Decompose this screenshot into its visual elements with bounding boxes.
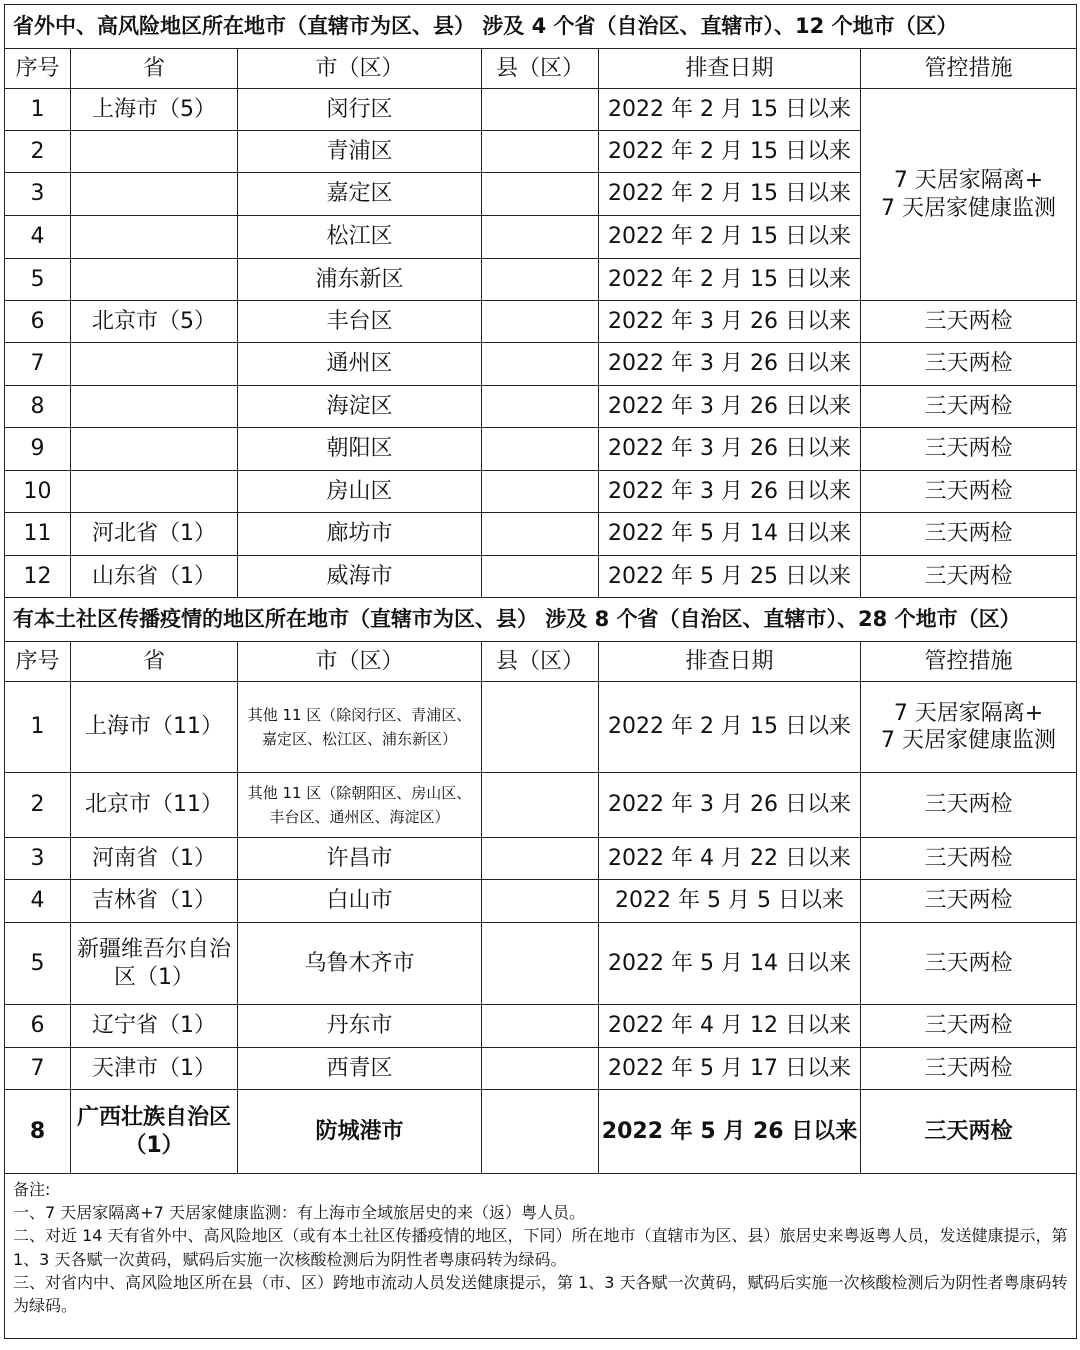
table-body <box>5 5 1077 1339</box>
serial-cell: 3 <box>5 173 71 216</box>
measure-line: 7 天居家健康监测 <box>881 728 1057 753</box>
measure-cell <box>861 838 1077 880</box>
county-cell <box>482 1048 599 1090</box>
section2-title: 有本土社区传播疫情的地区所在地市（直辖市为区、县） 涉及 8 个省（自治区、直辖市）、28 个地市（区） <box>5 598 1077 642</box>
measure-line: 三天两检 <box>924 1118 1013 1144</box>
serial-cell: 2 <box>5 773 71 838</box>
serial-cell: 2 <box>5 131 71 173</box>
measure-line: 7 天居家隔离+ <box>893 700 1044 726</box>
county-cell <box>482 428 599 471</box>
serial-cell: 1 <box>5 89 71 131</box>
header-city: 市（区） <box>238 642 482 682</box>
city-cell: 其他 11 区（除朝阳区、房山区、丰台区、通州区、海淀区） <box>238 773 482 838</box>
measure-cell <box>861 1048 1077 1090</box>
date-cell: 2022 年 3 月 26 日以来 <box>599 386 861 428</box>
date-cell: 2022 年 2 月 15 日以来 <box>599 131 861 173</box>
date-cell: 2022 年 5 月 25 日以来 <box>599 556 861 598</box>
county-cell <box>482 838 599 880</box>
serial-cell: 8 <box>5 1090 71 1174</box>
measure-line: 三天两检 <box>924 845 1013 871</box>
measure-cell: 三天两检 <box>861 301 1077 343</box>
measure-line: 7 天居家隔离+ <box>893 168 1044 193</box>
city-cell: 丰台区 <box>238 301 482 343</box>
risk-area-table <box>4 4 1077 1339</box>
measure-cell: 三天两检 <box>861 471 1077 513</box>
county-cell <box>482 216 599 259</box>
county-cell <box>482 1005 599 1048</box>
measure-cell: 三天两检 <box>861 343 1077 386</box>
city-cell: 浦东新区 <box>238 259 482 301</box>
table-row <box>5 1090 1077 1174</box>
date-cell: 2022 年 3 月 26 日以来 <box>599 471 861 513</box>
measure-cell <box>861 773 1077 838</box>
date-cell: 2022 年 3 月 26 日以来 <box>599 301 861 343</box>
city-cell: 许昌市 <box>238 838 482 880</box>
table-row <box>5 838 1077 880</box>
province-cell: 新疆维吾尔自治区（1） <box>71 923 238 1005</box>
date-cell: 2022 年 2 月 15 日以来 <box>599 173 861 216</box>
note-line: 二、对近 14 天有省外中、高风险地区（或有本土社区传播疫情的地区，下同）所在地市（直辖市为区、县）旅居史来粤返粤人员，发送健康提示，第 1、3 天各赋一次黄码，赋码后实施一次核酸检测后为阴性者粤康码转为绿码。 <box>13 1226 1068 1269</box>
city-cell: 朝阳区 <box>238 428 482 471</box>
table-row <box>5 880 1077 923</box>
county-cell <box>482 173 599 216</box>
date-cell: 2022 年 3 月 26 日以来 <box>599 343 861 386</box>
serial-cell: 7 <box>5 1048 71 1090</box>
measure-line: 三天两检 <box>924 888 1013 914</box>
header-county: 县（区） <box>482 642 599 682</box>
measure-line: 三天两检 <box>924 1055 1013 1081</box>
province-cell <box>71 259 238 301</box>
province-cell <box>71 216 238 259</box>
county-cell <box>482 301 599 343</box>
header-county: 县（区） <box>482 49 599 89</box>
date-cell: 2022 年 3 月 26 日以来 <box>599 773 861 838</box>
measure-cell <box>861 1005 1077 1048</box>
date-cell: 2022 年 5 月 17 日以来 <box>599 1048 861 1090</box>
province-cell <box>71 428 238 471</box>
section2-header-row <box>5 642 1077 682</box>
header-measure: 管控措施 <box>861 642 1077 682</box>
table-row <box>5 343 1077 386</box>
header-no: 序号 <box>5 642 71 682</box>
province-cell <box>71 343 238 386</box>
notes-row <box>5 1174 1077 1339</box>
serial-cell: 6 <box>5 1005 71 1048</box>
county-cell <box>482 923 599 1005</box>
table-row <box>5 773 1077 838</box>
measure-line: 7 天居家健康监测 <box>881 195 1057 221</box>
serial-cell: 4 <box>5 216 71 259</box>
county-cell <box>482 773 599 838</box>
serial-cell: 4 <box>5 880 71 923</box>
date-cell: 2022 年 5 月 5 日以来 <box>599 880 861 923</box>
measure-line: 三天两检 <box>924 792 1013 818</box>
date-cell: 2022 年 3 月 26 日以来 <box>599 428 861 471</box>
table-row <box>5 513 1077 556</box>
date-cell: 2022 年 2 月 15 日以来 <box>599 216 861 259</box>
city-cell: 嘉定区 <box>238 173 482 216</box>
table-row <box>5 386 1077 428</box>
province-cell: 辽宁省（1） <box>71 1005 238 1048</box>
section2-title-row <box>5 598 1077 642</box>
province-cell: 北京市（11） <box>71 773 238 838</box>
date-cell: 2022 年 5 月 14 日以来 <box>599 513 861 556</box>
county-cell <box>482 471 599 513</box>
serial-cell: 5 <box>5 923 71 1005</box>
province-cell: 山东省（1） <box>71 556 238 598</box>
province-cell: 河北省（1） <box>71 513 238 556</box>
header-province: 省 <box>71 49 238 89</box>
measure-line: 三天两检 <box>924 950 1013 976</box>
province-cell <box>71 471 238 513</box>
county-cell <box>482 259 599 301</box>
note-line: 备注: <box>13 1180 51 1199</box>
province-cell: 吉林省（1） <box>71 880 238 923</box>
province-cell: 北京市（5） <box>71 301 238 343</box>
province-cell: 上海市（11） <box>71 682 238 773</box>
county-cell <box>482 343 599 386</box>
header-province: 省 <box>71 642 238 682</box>
city-cell: 房山区 <box>238 471 482 513</box>
province-cell <box>71 131 238 173</box>
city-cell: 白山市 <box>238 880 482 923</box>
measure-cell: 三天两检 <box>861 428 1077 471</box>
table-row <box>5 1005 1077 1048</box>
city-cell: 青浦区 <box>238 131 482 173</box>
header-date: 排查日期 <box>599 49 861 89</box>
note-line: 一、7 天居家隔离+7 天居家健康监测：有上海市全域旅居史的来（返）粤人员。 <box>13 1203 585 1223</box>
county-cell <box>482 89 599 131</box>
province-cell: 天津市（1） <box>71 1048 238 1090</box>
serial-cell: 7 <box>5 343 71 386</box>
serial-cell: 3 <box>5 838 71 880</box>
table-row <box>5 301 1077 343</box>
county-cell <box>482 131 599 173</box>
table-row <box>5 682 1077 773</box>
measure-cell <box>861 682 1077 773</box>
header-measure: 管控措施 <box>861 49 1077 89</box>
notes-cell <box>5 1174 1077 1339</box>
province-cell <box>71 386 238 428</box>
date-cell: 2022 年 5 月 26 日以来 <box>599 1090 861 1174</box>
county-cell <box>482 880 599 923</box>
city-cell: 防城港市 <box>238 1090 482 1174</box>
serial-cell: 10 <box>5 471 71 513</box>
measure-cell <box>861 1090 1077 1174</box>
city-cell: 通州区 <box>238 343 482 386</box>
table-row <box>5 1048 1077 1090</box>
city-cell: 其他 11 区（除闵行区、青浦区、嘉定区、松江区、浦东新区） <box>238 682 482 773</box>
date-cell: 2022 年 2 月 15 日以来 <box>599 259 861 301</box>
measure-cell: 三天两检 <box>861 513 1077 556</box>
note-line: 三、对省内中、高风险地区所在县（市、区）跨地市流动人员发送健康提示，第 1、3 天各赋一次黄码，赋码后实施一次核酸检测后为阴性者粤康码转为绿码。 <box>13 1272 1068 1315</box>
city-cell: 海淀区 <box>238 386 482 428</box>
province-cell: 广西壮族自治区（1） <box>71 1090 238 1174</box>
measure-cell <box>861 923 1077 1005</box>
header-date: 排查日期 <box>599 642 861 682</box>
table-row <box>5 923 1077 1005</box>
county-cell <box>482 386 599 428</box>
city-cell: 廊坊市 <box>238 513 482 556</box>
section1-title: 省外中、高风险地区所在地市（直辖市为区、县） 涉及 4 个省（自治区、直辖市）、12 个地市（区） <box>5 5 1077 49</box>
county-cell <box>482 682 599 773</box>
header-no: 序号 <box>5 49 71 89</box>
table-row <box>5 556 1077 598</box>
section1-title-row <box>5 5 1077 49</box>
table-row <box>5 89 1077 131</box>
date-cell: 2022 年 2 月 15 日以来 <box>599 89 861 131</box>
city-cell: 丹东市 <box>238 1005 482 1048</box>
county-cell <box>482 1090 599 1174</box>
serial-cell: 9 <box>5 428 71 471</box>
serial-cell: 5 <box>5 259 71 301</box>
city-cell: 松江区 <box>238 216 482 259</box>
serial-cell: 1 <box>5 682 71 773</box>
table-row <box>5 428 1077 471</box>
province-cell <box>71 173 238 216</box>
date-cell: 2022 年 5 月 14 日以来 <box>599 923 861 1005</box>
city-cell: 乌鲁木齐市 <box>238 923 482 1005</box>
serial-cell: 6 <box>5 301 71 343</box>
province-cell: 上海市（5） <box>71 89 238 131</box>
city-cell: 威海市 <box>238 556 482 598</box>
measure-cell: 三天两检 <box>861 556 1077 598</box>
serial-cell: 8 <box>5 386 71 428</box>
date-cell: 2022 年 4 月 22 日以来 <box>599 838 861 880</box>
measure-line: 三天两检 <box>924 1013 1013 1039</box>
serial-cell: 11 <box>5 513 71 556</box>
table-row <box>5 471 1077 513</box>
section1-header-row <box>5 49 1077 89</box>
province-cell: 河南省（1） <box>71 838 238 880</box>
measure-cell <box>861 89 1077 301</box>
measure-cell: 三天两检 <box>861 386 1077 428</box>
measure-cell <box>861 880 1077 923</box>
city-cell: 闵行区 <box>238 89 482 131</box>
county-cell <box>482 513 599 556</box>
header-city: 市（区） <box>238 49 482 89</box>
date-cell: 2022 年 4 月 12 日以来 <box>599 1005 861 1048</box>
date-cell: 2022 年 2 月 15 日以来 <box>599 682 861 773</box>
county-cell <box>482 556 599 598</box>
serial-cell: 12 <box>5 556 71 598</box>
city-cell: 西青区 <box>238 1048 482 1090</box>
